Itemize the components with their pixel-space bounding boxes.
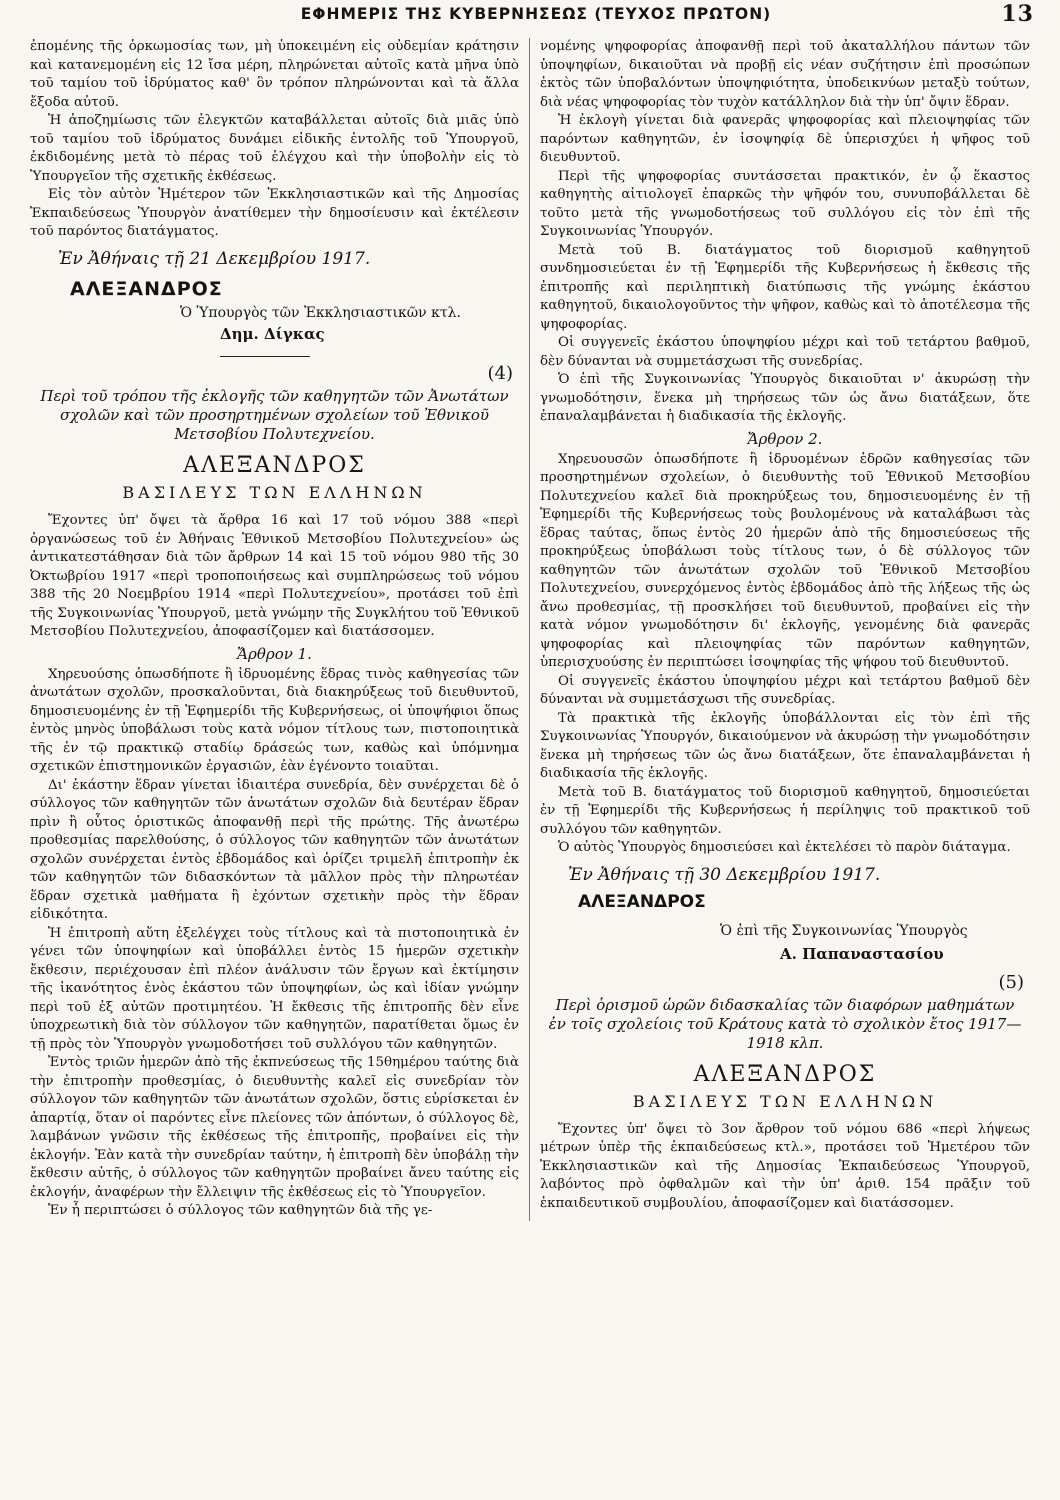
decree-date: Ἐν Ἀθήναις τῇ 30 Δεκεμβρίου 1917. <box>568 864 881 885</box>
decree-title: Περὶ ὁρισμοῦ ὡρῶν διδασκαλίας τῶν διαφόρων μαθημάτων ἐν τοῖς σχολείοις τοῦ Κράτους κατὰ τὸ σχολικὸν ἔτος 1917—1918 κλπ. <box>548 995 1022 1052</box>
header-title: ΕΦΗΜΕΡΙΣ ΤΗΣ ΚΥΒΕΡΝΗΣΕΩΣ (ΤΕΥΧΟΣ ΠΡΩΤΟΝ) <box>300 5 772 23</box>
paragraph: Ἡ ἀποζημίωσις τῶν ἐλεγκτῶν καταβάλλεται αὐτοῖς διὰ μιᾶς ὑπὸ τοῦ ταμίου τοῦ ἱδρύματος δυνάμει εἰδικῆς ἐντολῆς τοῦ Ὑπουργοῦ, ἐκδιδομένης μετὰ τὸ πέρας τοῦ ἐλέγχου καὶ τὴν ὑποβολὴν εἰς τὸ Ὑπουργεῖον τῆς σχετικῆς ἐκθέσεως. <box>30 113 519 184</box>
minister-title: Ὁ ἐπὶ τῆς Συγκοινωνίας Ὑπουργὸς <box>720 922 968 939</box>
minister-name: Α. Παπαναστασίου <box>780 944 944 963</box>
decree-number: (4) <box>487 363 513 384</box>
paragraph: Ἐντὸς τριῶν ἡμερῶν ἀπὸ τῆς ἐκπνεύσεως τῆς 15θημέρου ταύτης διὰ τὴν ἐπιτροπὴν προθεσμίας, ὁ διευθυντὴς καλεῖ εἰς συνεδρίαν τὸν σύλλογον τῶν καθηγητῶν τῶν ἀνωτάτων σχολῶν, ὅστις εὑρίσκεται ἐν ἀπαρτίᾳ, ὅταν οἱ παρόντες εἶνε πλείονες τῶν ἀπόντων, ὁ σύλλογος δὲ, λαμβάνων γνῶσιν τῆς ἐκθέσεως τῆς ἐπιτροπῆς, προβαίνει εἰς τὴν ἐκλογήν. Ἐὰν κατὰ τὴν συνεδρίαν ταύτην, ἡ ἐπιτροπὴ δὲν ὑποβάλῃ τὴν ἔκθεσιν αὐτῆς, ὁ σύλλογος τῶν καθηγητῶν προβαίνει ἄνευ ταύτης εἰς ἐκλογήν, ἀναφέρων τὴν ἔλλειψιν τῆς ἐκθέσεως εἰς τὸ Ὑπουργεῖον. <box>30 1055 519 1200</box>
king-heading: ΑΛΕΞΑΝΔΡΟΣ <box>183 453 366 478</box>
decree-number: (5) <box>998 971 1024 993</box>
decree-date: Ἐν Ἀθήναις τῇ 21 Δεκεμβρίου 1917. <box>58 248 371 269</box>
paragraph: νομένης ψηφοφορίας ἀποφανθῇ περὶ τοῦ ἀκαταλλήλου πάντων τῶν ὑποψηφίων, δικαιοῦται νὰ προβῇ εἰς νέαν συζήτησιν ἐπὶ προσώπων ἐκτὸς τῶν ὑποβαλόντων ὑποψηφιότητα, ὑποδεικνύων μεταξὺ τούτων, διὰ νέας ψηφοφορίας τὸν τυχὸν κατάλληλον διὰ τὴν ὑπ' ὄψιν ἕδραν. <box>540 39 1030 110</box>
page-header <box>30 1 1042 38</box>
paragraph: Ὁ ἐπὶ τῆς Συγκοινωνίας Ὑπουργὸς δικαιοῦται ν' ἀκυρώσῃ τὴν γνωμοδότησιν, ἕνεκα μὴ τηρήσεως τῶν ὡς ἄνω διατάξεων, ὅτε ἐπαναλαμβάνεται ἡ διαδικασία τῆς ἐκλογῆς. <box>540 372 1030 424</box>
paragraph: ἐπομένης τῆς ὁρκωμοσίας των, μὴ ὑποκειμένη εἰς οὐδεμίαν κράτησιν καὶ κατανεμομένη εἰς 12 ἴσα μέρη, πληρώνεται αὐτοῖς κατὰ μῆνα ὑπὸ τοῦ ταμίου τοῦ ἱδρύματος καθ' ὃν τρόπον πληρώνονται καὶ τὰ ἄλλα ἔξοδα αὐτοῦ. <box>30 39 519 110</box>
right-column <box>530 38 1030 1221</box>
paragraph: Χηρευουσῶν ὁπωσδήποτε ἢ ἱδρυομένων ἑδρῶν καθηγεσίας τῶν προσηρτημένων σχολείων, ὁ διευθυντὴς τοῦ Ἐθνικοῦ Μετσοβίου Πολυτεχνείου καλεῖ διὰ προκηρύξεως του, δημοσιευομένης ἐν τῇ Ἐφημερίδι τῆς Κυβερνήσεως τοὺς βουλομένους νὰ καταλάβωσι τὰς ἕδρας ταύτας, ὅπως ἐντὸς 20 ἡμερῶν ἀπὸ τῆς δημοσιεύσεως τῆς προκηρύξεως ὑποβάλωσι τοὺς τίτλους των, ὁ δὲ σύλλογος τῶν καθηγητῶν τῶν ἀνωτάτων σχολῶν τοῦ Ἐθνικοῦ Μετσοβίου Πολυτεχνείου, συνερχόμενος ἐντὸς ἑβδομάδος ἀπὸ τῆς λήξεως τῆς ὡς ἄνω προθεσμίας, τῇ προσκλήσει τοῦ διευθυντοῦ, προβαίνει εἰς τὴν κατὰ νόμον γνωμοδότησιν δι' ἐκλογῆς, γενομένης διὰ φανερᾶς ψηφοφορίας καὶ πλειοψηφίας τῶν παρόντων καθηγητῶν, ὑπερισχυούσης ἐν περιπτώσει ἰσοψηφίας τῆς ψήφου τοῦ διευθυντοῦ. <box>540 451 1030 670</box>
paragraph: Ἡ ἐκλογὴ γίνεται διὰ φανερᾶς ψηφοφορίας καὶ πλειοψηφίας τῶν παρόντων καθηγητῶν, ἐν ἰσοψηφίᾳ δὲ ὑπερισχύει ἡ ψῆφος τοῦ διευθυντοῦ. <box>540 113 1030 165</box>
king-heading: ΑΛΕΞΑΝΔΡΟΣ <box>693 1061 877 1087</box>
page-number: 13 <box>1001 1 1034 27</box>
paragraph: Ἡ ἐπιτροπὴ αὕτη ἐξελέγχει τοὺς τίτλους καὶ τὰ πιστοποιητικὰ ἐν γένει τῶν ὑποψηφίων καὶ ὑποβάλλει ἐντὸς 15 ἡμερῶν σχετικὴν ἔκθεσιν, περιέχουσαν ἐπὶ πλέον ἀνάλυσιν τῶν ἔργων καὶ ἐκτίμησιν τῆς ἱκανότητος ἑνὸς ἑκάστου τῶν ὑποψηφίων, ὡς καὶ ἰδίαν γνώμην περὶ τοῦ ἐξ αὐτῶν προτιμητέου. Ἡ ἔκθεσις τῆς ἐπιτροπῆς δὲν εἶνε ὑποχρεωτικὴ διὰ τὸν σύλλογον τῶν καθηγητῶν, παρατίθεται ὅμως ἐν τῇ πρὸς τὸν Ὑπουργὸν γνωμοδοτήσει τοῦ συλλόγου τῶν καθηγητῶν. <box>30 925 519 1052</box>
paragraph: Μετὰ τοῦ Β. διατάγματος τοῦ διορισμοῦ καθηγητοῦ συνδημοσιεύεται ἐν τῇ Ἐφημερίδι τῆς Κυβερνήσεως ἡ ἔκθεσις τῆς ἐπιτροπῆς καὶ περιληπτικὴ διατύπωσις τῆς γνώμης ἑκάστου καθηγητοῦ, δικαιολογοῦντος τὴν ψῆφον, καθὼς καὶ τὸ ἀποτέλεσμα τῆς ψηφοφορίας. <box>540 242 1030 332</box>
paragraph: Ἔχοντες ὑπ' ὄψει τὸ 3ον ἄρθρον τοῦ νόμου 686 «περὶ λήψεως μέτρων ὑπὲρ τῆς ἐκπαιδεύσεως κτλ.», προτάσει τοῦ Ἡμετέρου τῶν Ἐκκλησιαστικῶν καὶ τῆς Δημοσίας Ἐκπαιδεύσεως Ὑπουργοῦ, λαβόντος πρὸ ὀφθαλμῶν καὶ τὴν ὑπ' ἀριθ. 154 πρᾶξιν τοῦ ἐκπαιδευτικοῦ συμβουλίου, ἀποφασίζομεν καὶ διατάσσομεν. <box>540 1121 1030 1211</box>
king-signature: ΑΛΕΞΑΝΔΡΟΣ <box>578 891 706 912</box>
paragraph: Οἱ συγγενεῖς ἑκάστου ὑποψηφίου μέχρι καὶ τοῦ τετάρτου βαθμοῦ, δὲν δύνανται νὰ συμμετάσχωσι τῆς συνεδρίας. <box>540 335 1030 369</box>
king-signature: ΑΛΕΞΑΝΔΡΟΣ <box>70 277 223 300</box>
paragraph: Περὶ τῆς ψηφοφορίας συντάσσεται πρακτικόν, ἐν ᾧ ἕκαστος καθηγητὴς αἰτιολογεῖ ἐπαρκῶς τὴν ψῆφόν του, συνυποβάλλεται δὲ τοῦτο μετὰ τῆς γνωμοδοτήσεως τοῦ συλλόγου εἰς τὸν ἐπὶ τῆς Συγκοινωνίας Ὑπουργόν. <box>540 168 1030 239</box>
paragraph: Τὰ πρακτικὰ τῆς ἐκλογῆς ὑποβάλλονται εἰς τὸν ἐπὶ τῆς Συγκοινωνίας Ὑπουργόν, δικαιούμενον νὰ ἀκυρώσῃ τὴν γνωμοδότησιν ἕνεκα μὴ τηρήσεως τῶν ὡς ἄνω διατάξεων, ὅτε ἐπαναλαμβάνεται ἡ διαδικασία τῆς ἐκλογῆς. <box>540 710 1030 781</box>
paragraph: Ὁ αὐτὸς Ὑπουργὸς δημοσιεύσει καὶ ἐκτελέσει τὸ παρὸν διάταγμα. <box>558 840 1011 855</box>
kingdom-heading: ΒΑΣΙΛΕΥΣ ΤΩΝ ΕΛΛΗΝΩΝ <box>122 483 427 502</box>
minister-title: Ὁ Ὑπουργὸς τῶν Ἐκκλησιαστικῶν κτλ. <box>180 304 461 321</box>
separator-rule <box>220 356 310 357</box>
paragraph: Ἐν ἧ περιπτώσει ὁ σύλλογος τῶν καθηγητῶν διὰ τῆς γε- <box>48 1203 433 1218</box>
paragraph: Εἰς τὸν αὐτὸν Ἡμέτερον τῶν Ἐκκλησιαστικῶν καὶ τῆς Δημοσίας Ἐκπαιδεύσεως Ὑπουργὸν ἀνατίθεμεν τὴν δημοσίευσιν καὶ ἐκτέλεσιν τοῦ παρόντος διατάγματος. <box>30 187 519 239</box>
left-column <box>30 38 530 1221</box>
minister-name: Δημ. Δίγκας <box>220 325 325 343</box>
text-columns <box>30 38 1042 1221</box>
paragraph: Οἱ συγγενεῖς ἑκάστου ὑποψηφίου μέχρι καὶ τετάρτου βαθμοῦ δὲν δύνανται νὰ συμμετάσχωσι τῆς συνεδρίας. <box>540 673 1030 707</box>
paragraph: Χηρευούσης ὁπωσδήποτε ἢ ἱδρυομένης ἕδρας τινὸς καθηγεσίας τῶν ἀνωτάτων σχολῶν, προσκαλοῦνται, διὰ διακηρύξεως τοῦ διευθυντοῦ, δημοσιευομένης ἐν τῇ Ἐφημερίδι τῆς Κυβερνήσεως, οἱ ὑποψήφιοι ὅπως ἐντὸς μηνὸς ὑποβάλωσι τοὺς κατὰ νόμον τίτλους των, πιστοποιητικὰ τῆς ἐν τῷ πρακτικῷ σταδίῳ δράσεώς των, καθὼς καὶ ὑπόμνημα σχετικῶν ἐπιστημονικῶν ἐργασιῶν, ἐὰν ἐγένοντο τοιαῦται. <box>30 666 519 774</box>
article-heading: Ἄρθρον 1. <box>237 644 312 663</box>
article-heading: Ἄρθρον 2. <box>747 429 823 448</box>
paragraph: Μετὰ τοῦ Β. διατάγματος τοῦ διορισμοῦ καθηγητοῦ, δημοσιεύεται ἐν τῇ Ἐφημερίδι τῆς Κυβερνήσεως ἡ περίληψις τοῦ πρακτικοῦ τοῦ συλλόγου τῶν καθηγητῶν. <box>540 784 1030 837</box>
kingdom-heading: ΒΑΣΙΛΕΥΣ ΤΩΝ ΕΛΛΗΝΩΝ <box>632 1091 938 1111</box>
paragraph: Δι' ἑκάστην ἕδραν γίνεται ἰδιαιτέρα συνεδρία, δὲν συνέρχεται δὲ ὁ σύλλογος τῶν καθηγητῶν τῶν ἀνωτάτων σχολῶν διὰ δευτέραν ἕδραν πρὶν ἢ οὗτος ὁριστικῶς ἀποφανθῇ περὶ τῆς πρώτης. Τῆς ἀνωτέρω προθεσμίας παρελθούσης, ὁ σύλλογος τῶν καθηγητῶν τῶν ἀνωτάτων σχολῶν συνέρχεται ἐντὸς ἑβδομάδος καὶ ὁρίζει τριμελῆ ἐπιτροπὴν ἐκ τῶν καθηγητῶν τῶν διδασκόντων τὰ μᾶλλον πρὸς τὴν πληρωτέαν ἕδραν σχετικὰ μαθήματα ἢ ἐχόντων σχετικὴν πρὸς τὴν ἕδραν εἰδικότητα. <box>30 777 519 922</box>
decree-title: Περὶ τοῦ τρόπου τῆς ἐκλογῆς τῶν καθηγητῶν τῶν Ἀνωτάτων σχολῶν καὶ τῶν προσηρτημένων σχολείων τοῦ Ἐθνικοῦ Μετσοβίου Πολυτεχνείου. <box>40 387 509 443</box>
paragraph: Ἔχοντες ὑπ' ὄψει τὰ ἄρθρα 16 καὶ 17 τοῦ νόμου 388 «περὶ ὀργανώσεως τοῦ ἐν Ἀθήναις Ἐθνικοῦ Μετσοβίου Πολυτεχνείου» ὡς ἀντικατεστάθησαν διὰ τῶν ἄρθρων 14 καὶ 15 τοῦ νόμου 980 τῆς 30 Ὀκτωβρίου 1917 «περὶ τροποποιήσεως καὶ συμπληρώσεως τοῦ νόμου 388 τῆς 20 Νοεμβρίου 1914 «περὶ Πολυτεχνείου», προτάσει τοῦ ἐπὶ τῆς Συγκοινωνίας Ὑπουργοῦ, μετὰ γνώμην τῆς Συγκλήτου τοῦ Ἐθνικοῦ Μετσοβίου Πολυτεχνείου, ἀποφασίζομεν καὶ διατάσσομεν. <box>30 513 519 639</box>
